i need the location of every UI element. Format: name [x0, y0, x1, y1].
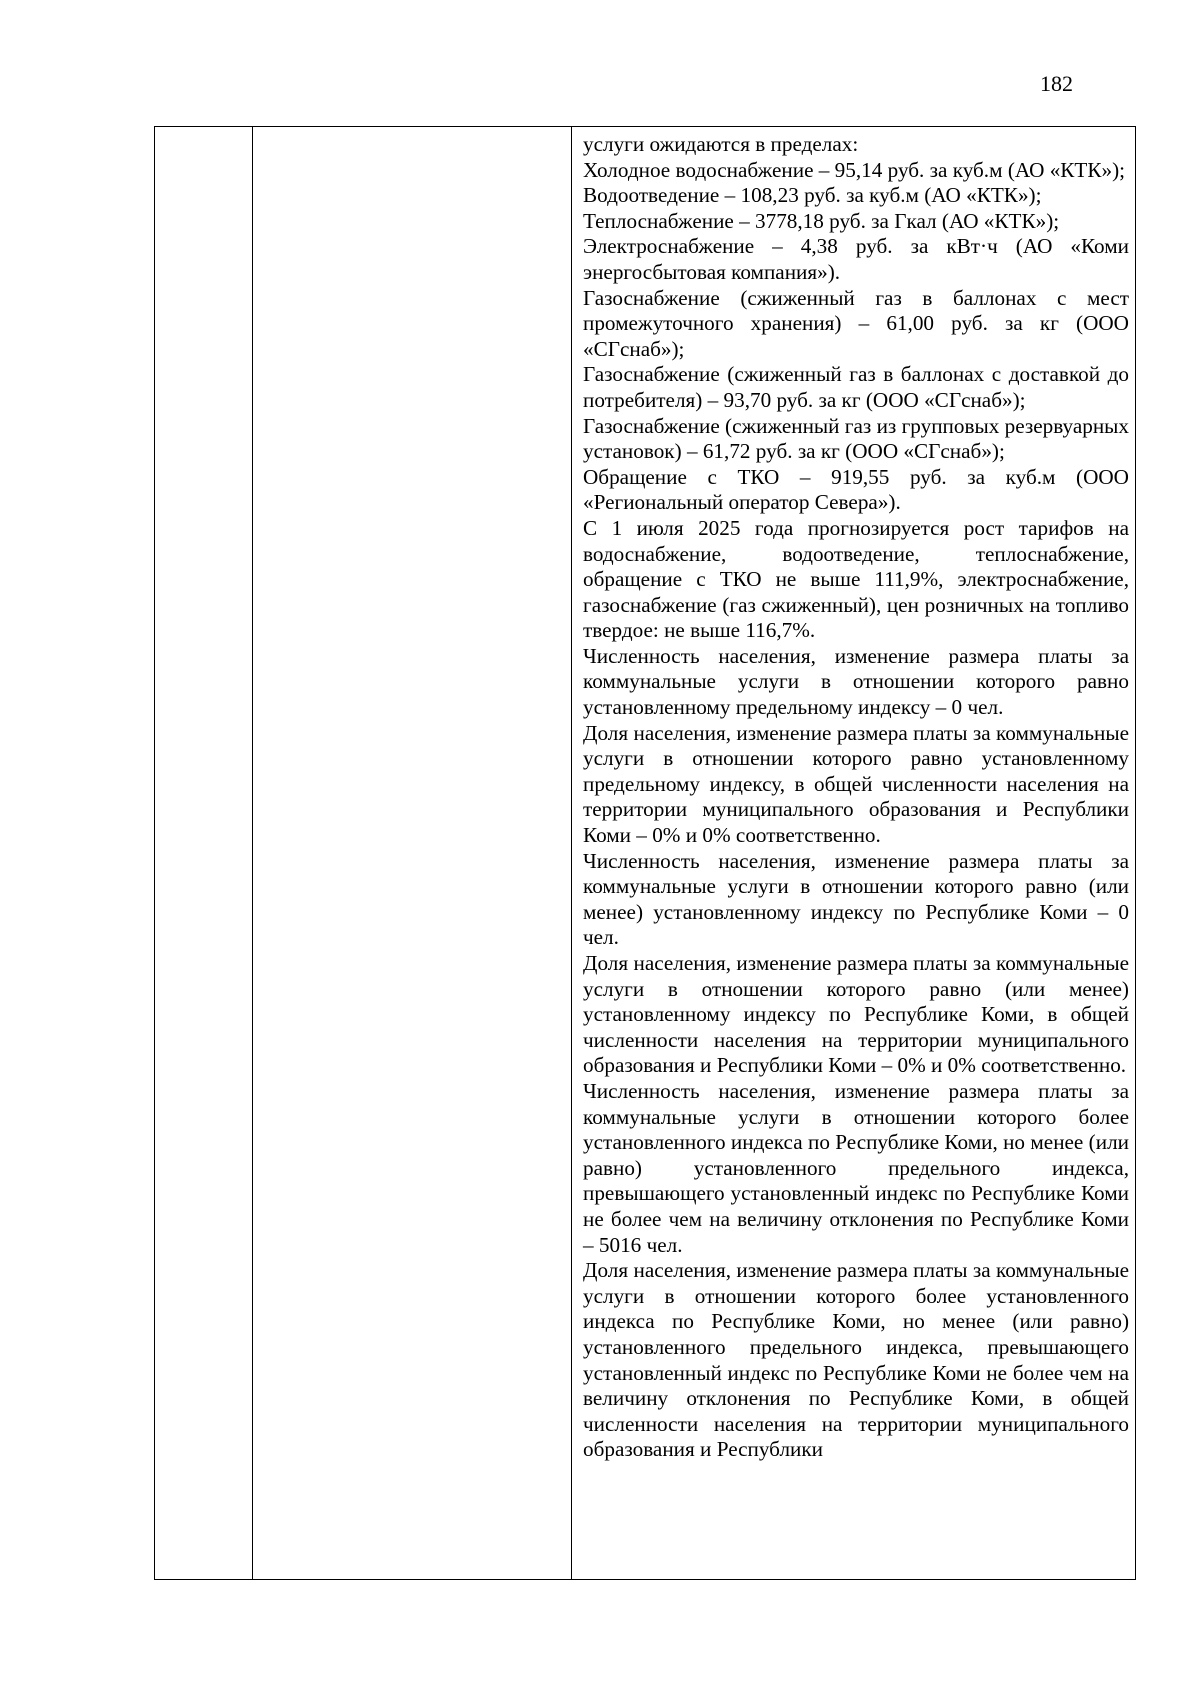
paragraph-cold-water: Холодное водоснабжение – 95,14 руб. за куб.м (АО «КТК»); [583, 157, 1126, 182]
paragraph-gas-group: Газоснабжение (сжиженный газ из групповых резервуарных установок) – 61,72 руб. за кг (ООО «СГснаб»); [583, 413, 1129, 464]
table-cell-col2 [253, 127, 572, 1579]
paragraph-tko: Обращение с ТКО – 919,55 руб. за куб.м (ООО «Региональный оператор Севера»). [583, 464, 1129, 515]
paragraph-sewage: Водоотведение – 108,23 руб. за куб.м (АО «КТК»); [583, 183, 1042, 208]
paragraph-gas-storage: Газоснабжение (сжиженный газ в баллонах с мест промежуточного хранения) – 61,00 руб. за кг (ООО «СГснаб»); [583, 285, 1129, 361]
table-cell-col3 [572, 127, 1135, 1579]
paragraph-population-above: Численность населения, изменение размера платы за коммунальные услуги в отношении которого более установленного индекса по Республике Коми, но менее (или равно) установленного предельного индекса, превышающего установленный индекс по Республике Коми не более чем на величину отклонения по Республике Коми – 5016 чел. [583, 1078, 1129, 1257]
table-cell-col1 [155, 127, 253, 1579]
paragraph-services-intro: услуги ожидаются в пределах: [583, 132, 859, 156]
paragraph-heating: Теплоснабжение – 3778,18 руб. за Гкал (АО «КТК»); [583, 208, 1060, 233]
paragraph-share-above: Доля населения, изменение размера платы за коммунальные услуги в отношении которого более установленного индекса по Республике Коми, но менее (или равно) установленного предельного индекса, превышающего установленный индекс по Республике Коми не более чем на величину отклонения по Республике Коми, в общей численности населения на территории муниципального образования и Республики [583, 1258, 1129, 1462]
paragraph-gas-delivery: Газоснабжение (сжиженный газ в баллонах с доставкой до потребителя) – 93,70 руб. за кг (ООО «СГснаб»); [583, 362, 1129, 412]
document-table [154, 126, 1136, 1580]
paragraph-tariff-growth: С 1 июля 2025 года прогнозируется рост тарифов на водоснабжение, водоотведение, теплоснабжение, обращение с ТКО не выше 111,9%, электроснабжение, газоснабжение (газ сжиженный), цен розничных на топливо твердое: не выше 116,7%. [583, 515, 1129, 643]
paragraph-electricity: Электроснабжение – 4,38 руб. за кВт·ч (АО «Коми энергосбытовая компания»). [583, 234, 1129, 284]
page-number: 182 [1040, 71, 1073, 96]
paragraph-share-index: Доля населения, изменение размера платы за коммунальные услуги в отношении которого равно (или менее) установленному индексу по Республике Коми, в общей численности населения на территории муниципального образования и Республики Коми – 0% и 0% соответственно. [583, 951, 1129, 1078]
paragraph-population-index: Численность населения, изменение размера платы за коммунальные услуги в отношении которого равно (или менее) установленному индексу по Республике Коми – 0 чел. [583, 848, 1129, 950]
paragraph-population-limit: Численность населения, изменение размера платы за коммунальные услуги в отношении которого равно установленному предельному индексу – 0 чел. [583, 643, 1129, 720]
paragraph-share-limit: Доля населения, изменение размера платы за коммунальные услуги в отношении которого равно установленному предельному индексу, в общей численности населения на территории муниципального образования и Республики Коми – 0% и 0% соответственно. [583, 720, 1129, 848]
